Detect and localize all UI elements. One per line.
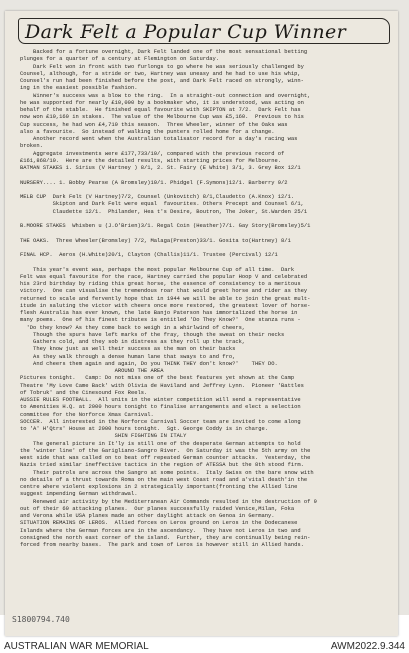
text-line: FINAL HCP. Aeros (H.White)20/1, Clayton (Challis)11/1. Trustee (Percival) 12/1 <box>20 251 278 258</box>
archive-number: S1800794.740 <box>12 615 70 624</box>
text-line: Dark Felt won in front with two furlongs to go where he was seriously challenged by <box>20 62 304 70</box>
text-line <box>20 258 392 265</box>
text-line: the 'winter line' of the Garigliano-Sangro River. On Saturday it was the 5th army on the <box>20 446 311 454</box>
text-line: As they walk through a dense human lane that sways to and fro, <box>20 352 236 360</box>
text-line: MELB CUP Dark Felt (V Hartney)7/2, Counsel (Unkovitch) 8/1,Claudetto (A.Knox) 12/1. <box>20 193 295 200</box>
text-line: Backed for a fortune overnight, Dark Felt landed one of the most sensational betting <box>20 48 308 55</box>
text-line: Cup success, he had won £4,710 this season. Three Wheeler, winner of the Oaks was <box>20 120 288 128</box>
text-line: no details of a thrust towards Roma on the main west Coast road and a'vital death'in the <box>20 475 308 483</box>
text-line: Their patrols are across the Sangro at some points. Italy Swiss on the bare snow with <box>20 468 314 476</box>
text-line: Renewed air activity by the Mediterranean Air Commands resulted in the destruction of 9 <box>20 497 317 505</box>
text-line: Aggregate investments were £177,733/10/, compared with the previous record of <box>20 149 285 157</box>
text-line <box>20 229 392 236</box>
text-line: Though the spurs have left marks of the fray, though the sweat on their necks <box>20 330 285 338</box>
text-line: flesh Australia has ever known, the late Banjo Paterson has immortalized the horse in <box>20 309 298 316</box>
text-line: Another record went when the Australian totalisator record for a day's racing was <box>20 135 298 142</box>
text-line: Felt was equal favourite for the race, Hartney carried the popular Hoop V and celebrated <box>20 272 308 280</box>
text-line: to 'A' H'Qtrs' House at 2000 hours tonight. Sgt. George Coddy is in charge. <box>20 425 268 432</box>
text-line: consigned the north east corner of the island. Further, they are continually being rein- <box>20 533 311 541</box>
text-line: £161,868/10. Here are the detailed results, with starting prices for Melbourne. <box>20 156 282 164</box>
text-line: Gathers cold, and they sob in distress as they roll up the track, <box>20 338 246 345</box>
text-line: This year's event was, perhaps the most popular Melbourne Cup of all time. Dark <box>20 265 295 273</box>
text-line: Islands where the German forces are in the ascendancy. They have not Leros in two and <box>20 526 301 534</box>
text-line: SHIN FIGHTING IN ITALY <box>20 432 187 440</box>
text-line: broken. <box>20 142 43 150</box>
text-line: now won £10,160 in stakes. The value of the Melbourne Cup was £5,160. Previous to his <box>20 113 304 121</box>
text-line: committee for the Norforce Xmas Carnival. <box>20 410 154 418</box>
text-line: itude in saluting the victor with cheers once more restored, the greatest lover of horse- <box>20 301 311 309</box>
text-line: They know just as well their success as the man on their backs <box>20 345 236 353</box>
text-line: forced from nearby bases. The park and town of Leros is however still in Allied hands. <box>20 541 304 548</box>
footer-accession: AWM2022.9.344 <box>330 641 405 652</box>
text-line: of Tobruk' and the Cinesound Fox Reels. <box>20 388 148 396</box>
text-line: AUSSIE RULES FOOTBALL. All units in the winter competition will send a representative <box>20 396 301 403</box>
text-line: suggest impending German withdrawal. <box>20 490 138 498</box>
text-line: returned to scale and fervently hope that in 1944 we will be able to join the great mult- <box>20 294 311 302</box>
text-line: he was supported for nearly £10,000 by a bookmaker who, it is understood, was acting on <box>20 98 304 106</box>
text-line: Counsel, although, for a stride or two, Hartney was uneasy and he had to use his whip, <box>20 69 301 77</box>
text-line: also a favourite. So instead of walking the punters rolled home for a change. <box>20 127 275 135</box>
text-line: Counsel's run had been finished before the post, and Dark Felt raced on strongly, winn- <box>20 77 304 84</box>
text-line: Skipton and Dark Felt were equal favourites. Others Precept and Counsel 6/1, <box>20 200 304 208</box>
text-line: west side that was called on to beat off repeated German counter attacks. Yesterday, the <box>20 454 311 461</box>
footer-bar <box>0 640 409 653</box>
text-line <box>20 171 392 178</box>
text-line <box>20 186 392 193</box>
text-line: centre where violent explosions in 2 strategically important(fronting the Allied line <box>20 483 298 490</box>
text-line: and Verona while USA planes made an other daylight attack on Genoa in Germany. <box>20 512 275 519</box>
text-line: The general picture in It'ly is still one of the desperate German attempts to hold <box>20 439 301 447</box>
headline: Dark Felt a Popular Cup Winner <box>18 18 390 44</box>
article-body <box>20 48 392 548</box>
text-line: Nazis tried similar ineffective tactics in the region of ATESSA but the 8th stood firm. <box>20 461 304 469</box>
text-line: AROUND THE AREA <box>20 367 164 374</box>
text-line: Winner's success was a blow to the ring. In a straight-out connection and overnight, <box>20 91 311 99</box>
text-line <box>20 244 392 251</box>
text-line: SOCCER. All interested in the Norforce Carnival Soccer team are invited to come along <box>20 417 301 425</box>
text-line <box>20 215 392 222</box>
text-line: THE OAKS. Three Wheeler(Bromsley) 7/2, Malaga(Preston)33/1. Gosita to(Hartney) 8/1 <box>20 236 291 244</box>
text-line: plunges for a quarter of a century at Flemington on Saturday. <box>20 55 220 63</box>
text-line: out of their 60 attacking planes. Our planes successfully raided Venice,Milan, Foka <box>20 504 295 512</box>
text-line: 'Do they know? As they come back to weigh in a whirlwind of cheers, <box>20 323 246 331</box>
text-line: And cheers them again and again, Do you THINK THEY don't know?' THEY DO. <box>20 359 278 367</box>
text-line: B.MOORE STAKES Whisben u (J.O'Brien)3/1. Regal Coin (Heather)7/1. Gay Story(Bromsley)5/1 <box>20 222 311 229</box>
text-line: Theatre 'My Love Came Back' with Olivia de Haviland and Jeffrey Lynn. Pioneer 'Battles <box>20 381 304 389</box>
text-line: behalf of the stable. He finished equal favourite with SKIPTON at 7/2. Dark Felt has <box>20 106 301 113</box>
text-line: BATMAN STAKES 1. Sirius (V Hartney ) 8/1, 2. St. Fairy (E White) 3/1, 3. Grey Box 12/1 <box>20 164 301 171</box>
text-line: to Amenities H.Q. at 2000 hours tonight to finalise arrangements and elect a selection <box>20 403 301 411</box>
text-line: NURSERY.... 1. Bobby Pearse (A Bromsley)10/1. Phidgel (F.Symons)12/1. Barberry 9/2 <box>20 178 288 186</box>
text-line: Claudette 12/1. Philander, Hea t's Desire, Boutron, The Joker, St.Warden 25/1 <box>20 207 308 215</box>
text-line: his 23rd birthday by riding this great horse, the essence of consistency to a meritous <box>20 280 301 287</box>
text-line: many poems. One of his finest tributes is entitled 'Do They Know?' One stanza runs - <box>20 316 301 324</box>
text-line: victory. One can visualise the tremendous roar that would greet horse and rider as they <box>20 287 308 295</box>
footer-institution: AUSTRALIAN WAR MEMORIAL <box>4 641 149 652</box>
text-line: Pictures tonight. Camp: Do not miss one of the best features yet shown at the Camp <box>20 374 295 382</box>
text-line: ing in the easiest possible fashion. <box>20 84 138 92</box>
text-line: SITUATION REMAINS OF LEROS. Allied forces on Leros ground on Leros in the Dodecanese <box>20 519 298 527</box>
